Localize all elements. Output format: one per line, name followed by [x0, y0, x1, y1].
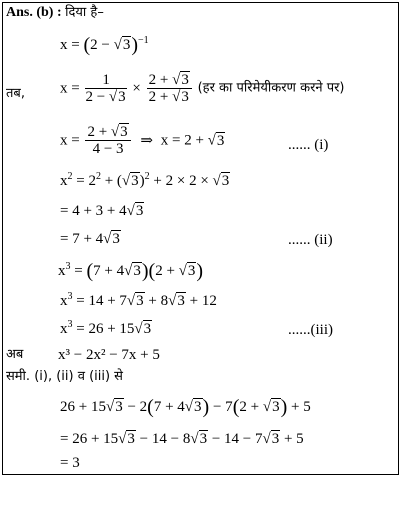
- from-equations-text: समी. (i), (ii) व (iii) से: [6, 369, 123, 384]
- equation-rationalize: x = $\frac{1}{2 - √3}$ × $\frac{2 + √3}{2 + √3}$ (हर का परिमेयीकरण करने पर): [60, 72, 345, 105]
- equation-expanded: = 26 + 15√3 − 14 − 8√3 − 14 − 7√3 + 5: [60, 431, 304, 447]
- polynomial-expression: x³ − 2x² − 7x + 5: [58, 347, 160, 363]
- equation-step: = 4 + 3 + 4√3: [60, 203, 144, 219]
- answer-header: [6, 4, 104, 22]
- fraction-2: $\frac{2 + √3}{2 + √3}$: [147, 72, 192, 105]
- fraction-3: $\frac{2 + √3}{4 - 3}$: [85, 124, 130, 157]
- equation-x-cubed-expand: $x^3 = 14 + 7√3 + 8√3 + 12$: [60, 291, 217, 309]
- equation-i: x = $\frac{2 + √3}{4 - 3}$ ⇒ x = 2 + √3: [60, 124, 225, 157]
- rationalize-note: (हर का परिमेयीकरण करने पर): [197, 80, 345, 96]
- equation-iii: $x^3 = 26 + 15√3$: [60, 319, 152, 337]
- then-label: तब,: [6, 86, 25, 101]
- tag-i: ...... (i): [288, 137, 329, 153]
- tag-ii: ...... (ii): [288, 232, 333, 248]
- answer-label: Ans. (b) :: [6, 5, 62, 20]
- given-text: दिया है–: [65, 5, 104, 20]
- final-answer: = 3: [60, 455, 80, 471]
- fraction-1: $\frac{1}{2 - √3}$: [85, 72, 126, 105]
- tag-iii: ......(iii): [288, 322, 333, 338]
- equation-x-cubed-product: $x^3 = (7 + 4√3)(2 + √3)$: [58, 260, 204, 282]
- equation-x-definition: $x = (2 - √3)^{-1}$: [60, 34, 149, 56]
- equation-substitution: 26 + 15√3 − 2(7 + 4√3) − 7(2 + √3) + 5: [60, 396, 311, 418]
- equation-x-squared: $x^2 = 2^2 + (√3)^2 + 2 \times 2 \times √3$: [60, 171, 230, 189]
- now-label: अब: [6, 347, 24, 362]
- equation-ii: = 7 + 4√3: [60, 231, 120, 247]
